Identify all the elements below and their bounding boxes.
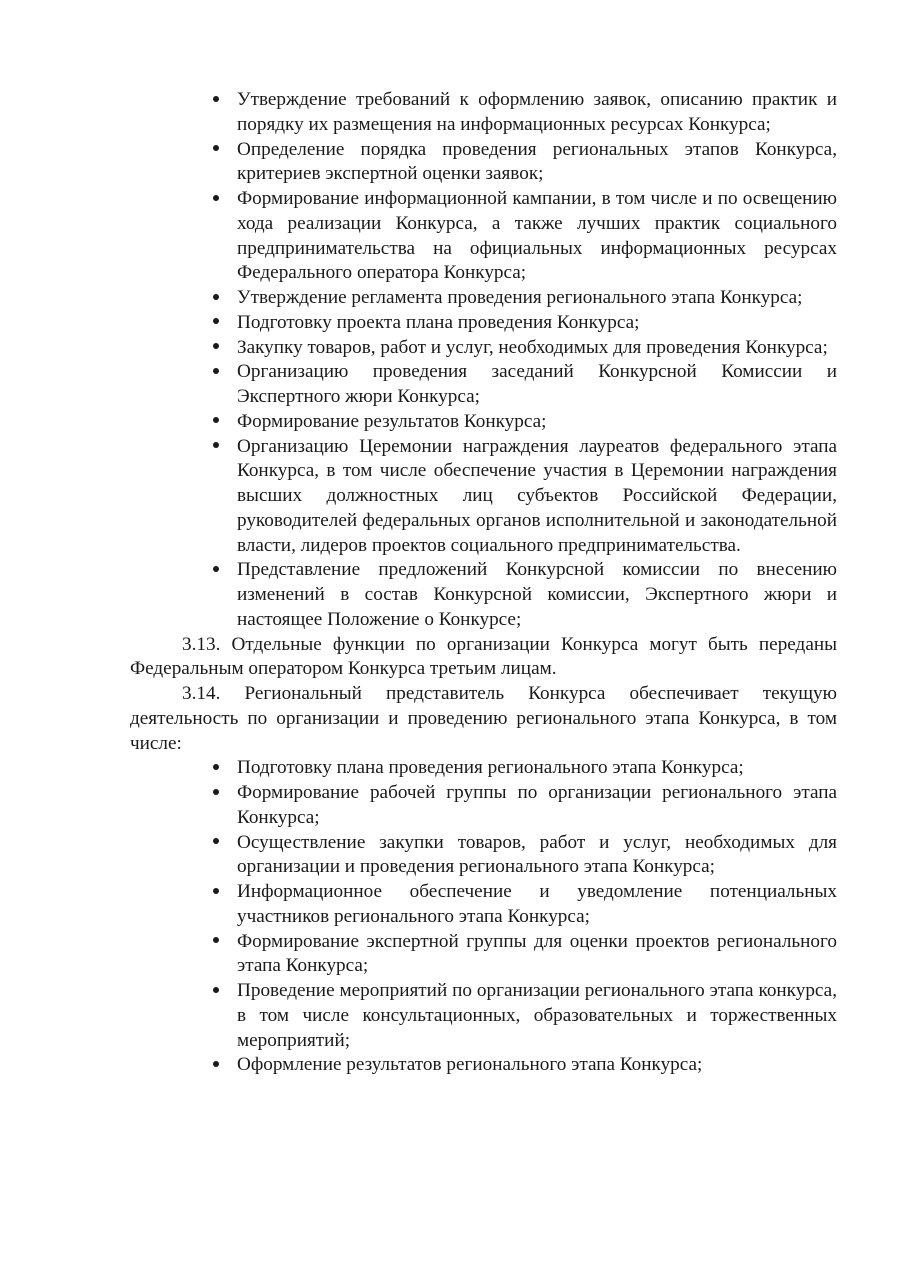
- bullet-icon: [213, 1053, 223, 1078]
- bullet-icon: [213, 410, 223, 435]
- list-item-text: Осуществление закупки товаров, работ и услуг, необходимых для организации и проведения регионального этапа Конкурса;: [237, 831, 837, 878]
- list-item-text: Организацию проведения заседаний Конкурсной Комиссии и Экспертного жюри Конкурса;: [237, 361, 837, 407]
- list-item-text: Организацию Церемонии награждения лауреатов федерального этапа Конкурса, в том числе обеспечение участия в Церемонии награждения высших должностных лиц субъектов Российской Федерации, руководителей федеральных органов исполнительной и законодательной власти, лидеров проектов социального предпринимательства.: [237, 435, 837, 556]
- bullet-icon: [213, 88, 223, 113]
- list-item-text: Формирование экспертной группы для оценки проектов регионального этапа Конкурса;: [237, 930, 837, 977]
- list-item: [237, 286, 837, 311]
- functions-list-regional: [130, 756, 837, 1078]
- list-item-text: Формирование результатов Конкурса;: [237, 410, 547, 432]
- list-item-text: Подготовку плана проведения регионального этапа Конкурса;: [237, 757, 744, 779]
- bullet-icon: [213, 187, 223, 212]
- list-item: [237, 311, 837, 336]
- paragraph-number: 3.13.: [182, 633, 221, 655]
- bullet-icon: [213, 781, 223, 806]
- list-item-text: Подготовку проекта плана проведения Конкурса;: [237, 311, 640, 333]
- list-item: [237, 138, 837, 188]
- functions-list-federal: [130, 88, 837, 633]
- bullet-icon: [213, 756, 223, 781]
- list-item-text: Информационное обеспечение и уведомление потенциальных участников регионального этапа Конкурса;: [237, 881, 837, 927]
- list-item: [237, 930, 837, 980]
- list-item: [237, 558, 837, 632]
- list-item-text: Представление предложений Конкурсной комиссии по внесению изменений в состав Конкурсной комиссии, Экспертного жюри и настоящее Положение о Конкурсе;: [237, 559, 837, 630]
- list-item: [237, 781, 837, 831]
- list-item: [237, 1053, 837, 1078]
- list-item-text: Определение порядка проведения региональных этапов Конкурса, критериев экспертной оценки заявок;: [237, 138, 837, 185]
- bullet-icon: [213, 979, 223, 1004]
- list-item: [237, 831, 837, 881]
- list-item: [237, 979, 837, 1053]
- bullet-icon: [213, 360, 223, 385]
- list-item-text: Утверждение регламента проведения регионального этапа Конкурса;: [237, 287, 803, 308]
- list-item-text: Закупку товаров, работ и услуг, необходимых для проведения Конкурса;: [237, 336, 828, 358]
- list-item-text: Проведение мероприятий по организации регионального этапа конкурса, в том числе консультационных, образовательных и торжественных мероприятий;: [237, 980, 837, 1051]
- bullet-icon: [213, 138, 223, 163]
- list-item: [237, 88, 837, 138]
- list-item-text: Формирование информационной кампании, в том числе и по освещению хода реализации Конкурса, а также лучших практик социального предпринимательства на официальных информационных ресурсах Федерального оператора Конкурса;: [237, 188, 837, 284]
- list-item: [237, 880, 837, 930]
- list-item: [237, 756, 837, 781]
- list-item: [237, 435, 837, 559]
- paragraph-3-14: [130, 682, 837, 756]
- bullet-icon: [213, 435, 223, 460]
- list-item-text: Формирование рабочей группы по организации регионального этапа Конкурса;: [237, 782, 837, 828]
- list-item: [237, 336, 837, 361]
- bullet-icon: [213, 336, 223, 361]
- paragraph-text: Региональный представитель Конкурса обеспечивает текущую деятельность по организации и проведению регионального этапа Конкурса, в том числе:: [130, 683, 837, 754]
- paragraph-3-13: [130, 633, 837, 683]
- paragraph-number: 3.14.: [182, 683, 221, 704]
- bullet-icon: [213, 286, 223, 311]
- list-item: [237, 360, 837, 410]
- bullet-icon: [213, 880, 223, 905]
- bullet-icon: [213, 558, 223, 583]
- bullet-icon: [213, 311, 223, 336]
- list-item-text: Оформление результатов регионального этапа Конкурса;: [237, 1054, 703, 1076]
- paragraph-text: Отдельные функции по организации Конкурса могут быть переданы Федеральным оператором Конкурса третьим лицам.: [130, 633, 837, 680]
- document-page: [130, 88, 837, 1078]
- list-item: [237, 410, 837, 435]
- bullet-icon: [213, 831, 223, 856]
- bullet-icon: [213, 930, 223, 955]
- list-item-text: Утверждение требований к оформлению заявок, описанию практик и порядку их размещения на информационных ресурсах Конкурса;: [237, 89, 837, 135]
- list-item: [237, 187, 837, 286]
